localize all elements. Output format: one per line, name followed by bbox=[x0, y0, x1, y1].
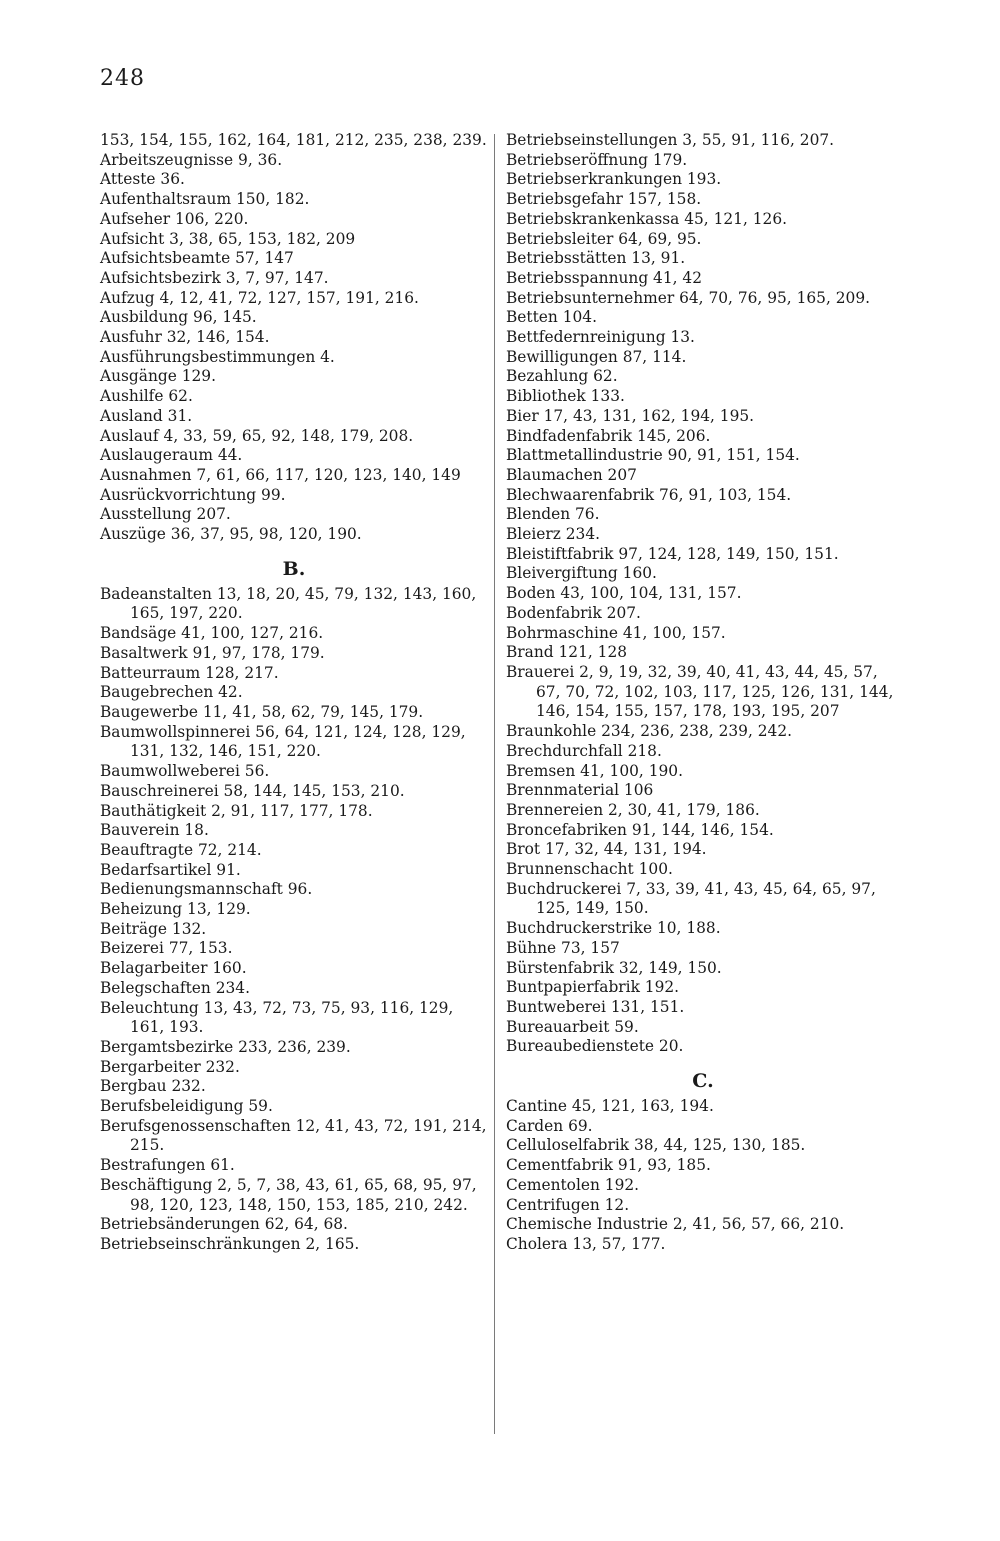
index-entry: Berufsbeleidigung 59. bbox=[100, 1097, 273, 1116]
index-entry: Beauftragte 72, 214. bbox=[100, 840, 262, 859]
index-entry: Ausbildung 96, 145. bbox=[100, 308, 257, 327]
index-entry: Bureaubedienstete 20. bbox=[506, 1037, 684, 1056]
index-entry: Cantine 45, 121, 163, 194. bbox=[506, 1097, 714, 1116]
index-entry: Bedarfsartikel 91. bbox=[100, 860, 241, 879]
section-letter-heading: C. bbox=[692, 1070, 714, 1093]
index-entry: Aufsicht 3, 38, 65, 153, 182, 209 bbox=[100, 229, 356, 248]
index-entry: Bestrafungen 61. bbox=[100, 1156, 235, 1175]
index-entry: Buchdruckerei 7, 33, 39, 41, 43, 45, 64, 65, 97, 125, 149, 150. bbox=[506, 879, 876, 918]
index-entry: Bewilligungen 87, 114. bbox=[506, 347, 687, 366]
index-entry: Bohrmaschine 41, 100, 157. bbox=[506, 623, 726, 642]
index-entry: Betriebserkrankungen 193. bbox=[506, 170, 722, 189]
index-entry: Belagarbeiter 160. bbox=[100, 959, 247, 978]
index-entry: Bibliothek 133. bbox=[506, 387, 625, 406]
index-entry: Bettfedernreinigung 13. bbox=[506, 328, 695, 347]
index-entry: 153, 154, 155, 162, 164, 181, 212, 235, 238, 239. bbox=[100, 131, 487, 149]
index-entry: Baugewerbe 11, 41, 58, 62, 79, 145, 179. bbox=[100, 702, 424, 721]
index-entry: Bergbau 232. bbox=[100, 1077, 206, 1096]
index-entry: Betriebsänderungen 62, 64, 68. bbox=[100, 1215, 348, 1234]
index-entry: Berufsgenossenschaften 12, 41, 43, 72, 191, 214, 215. bbox=[100, 1116, 487, 1155]
index-entry: Bleistiftfabrik 97, 124, 128, 149, 150, 151. bbox=[506, 544, 839, 563]
index-entry: Batteurraum 128, 217. bbox=[100, 663, 279, 682]
index-entry: Aufsichtsbezirk 3, 7, 97, 147. bbox=[100, 268, 329, 287]
index-entry: Aufenthaltsraum 150, 182. bbox=[100, 190, 310, 209]
index-entry: Betriebsunternehmer 64, 70, 76, 95, 165, 209. bbox=[506, 288, 871, 307]
index-entry: Bergarbeiter 232. bbox=[100, 1057, 240, 1076]
index-entry: Bedienungsmannschaft 96. bbox=[100, 880, 313, 899]
index-entry: Brunnenschacht 100. bbox=[506, 860, 673, 879]
index-entry: Blaumachen 207 bbox=[506, 465, 637, 484]
index-entry: Bauverein 18. bbox=[100, 821, 209, 840]
index-entry: Basaltwerk 91, 97, 178, 179. bbox=[100, 643, 325, 662]
index-entry: Blattmetallindustrie 90, 91, 151, 154. bbox=[506, 446, 800, 465]
index-entry: Bremsen 41, 100, 190. bbox=[506, 761, 683, 780]
index-entry: Braunkohle 234, 236, 238, 239, 242. bbox=[506, 722, 793, 741]
index-entry: Ausrückvorrichtung 99. bbox=[100, 485, 286, 504]
index-entry: Auslauf 4, 33, 59, 65, 92, 148, 179, 208. bbox=[100, 426, 414, 445]
index-entry: Aufseher 106, 220. bbox=[100, 209, 249, 228]
index-entry: Brand 121, 128 bbox=[506, 643, 628, 662]
index-entry: Baumwollweberei 56. bbox=[100, 762, 270, 781]
index-entry: Ausland 31. bbox=[100, 406, 193, 425]
index-column-right bbox=[506, 131, 900, 1255]
index-entry: Baugebrechen 42. bbox=[100, 683, 243, 702]
index-entry: Bier 17, 43, 131, 162, 194, 195. bbox=[506, 406, 755, 425]
index-entry: Brauerei 2, 9, 19, 32, 39, 40, 41, 43, 44, 45, 57, 67, 70, 72, 102, 103, 117, 125, 126, 131, 144, 146, 154, 155, 157, 178, 193, 195, 207 bbox=[506, 662, 894, 721]
index-entry: Aushilfe 62. bbox=[100, 387, 193, 406]
index-entry: Carden 69. bbox=[506, 1116, 593, 1135]
index-entry: Betriebskrankenkassa 45, 121, 126. bbox=[506, 209, 788, 228]
index-entry: Bürstenfabrik 32, 149, 150. bbox=[506, 958, 722, 977]
index-entry: Auszüge 36, 37, 95, 98, 120, 190. bbox=[100, 525, 362, 544]
index-entry: Celluloselfabrik 38, 44, 125, 130, 185. bbox=[506, 1136, 806, 1155]
index-entry: Atteste 36. bbox=[100, 170, 185, 189]
index-entry: Betriebsgefahr 157, 158. bbox=[506, 190, 702, 209]
index-entry: Beleuchtung 13, 43, 72, 73, 75, 93, 116, 129, 161, 193. bbox=[100, 998, 454, 1037]
index-entry: Aufzug 4, 12, 41, 72, 127, 157, 191, 216. bbox=[100, 288, 419, 307]
index-entry: Buchdruckerstrike 10, 188. bbox=[506, 919, 721, 938]
page-number: 248 bbox=[100, 66, 145, 91]
index-entry: Blenden 76. bbox=[506, 505, 600, 524]
index-entry: Betriebsleiter 64, 69, 95. bbox=[506, 229, 702, 248]
index-entry: Betriebseröffnung 179. bbox=[506, 150, 688, 169]
index-entry: Bezahlung 62. bbox=[506, 367, 618, 386]
index-entry: Bindfadenfabrik 145, 206. bbox=[506, 426, 711, 445]
index-entry: Betriebseinstellungen 3, 55, 91, 116, 207. bbox=[506, 131, 835, 149]
index-entry: Blechwaarenfabrik 76, 91, 103, 154. bbox=[506, 485, 792, 504]
index-entry: Bandsäge 41, 100, 127, 216. bbox=[100, 624, 324, 643]
section-letter-heading: B. bbox=[282, 557, 306, 580]
index-entry: Brot 17, 32, 44, 131, 194. bbox=[506, 840, 707, 859]
index-entry: Cholera 13, 57, 177. bbox=[506, 1234, 666, 1253]
index-entry: Auslaugeraum 44. bbox=[100, 446, 243, 465]
index-entry: Betriebseinschränkungen 2, 165. bbox=[100, 1234, 360, 1253]
index-entry: Betten 104. bbox=[506, 308, 597, 327]
index-entry: Beschäftigung 2, 5, 7, 38, 43, 61, 65, 68, 95, 97, 98, 120, 123, 148, 150, 153, 185, 210, 242. bbox=[100, 1175, 477, 1214]
column-divider bbox=[494, 134, 495, 1434]
index-entry: Brechdurchfall 218. bbox=[506, 741, 662, 760]
index-entry: Badeanstalten 13, 18, 20, 45, 79, 132, 143, 160, 165, 197, 220. bbox=[100, 584, 477, 623]
index-entry: Betriebsspannung 41, 42 bbox=[506, 268, 703, 287]
index-column-left bbox=[100, 131, 488, 1255]
index-entry: Chemische Industrie 2, 41, 56, 57, 66, 210. bbox=[506, 1215, 845, 1234]
index-entry: Bleierz 234. bbox=[506, 525, 600, 544]
index-entry: Betriebsstätten 13, 91. bbox=[506, 249, 686, 268]
index-entry: Bauthätigkeit 2, 91, 117, 177, 178. bbox=[100, 801, 373, 820]
index-entry: Aufsichtsbeamte 57, 147 bbox=[100, 249, 294, 268]
index-entry: Brennereien 2, 30, 41, 179, 186. bbox=[506, 800, 760, 819]
index-entry: Belegschaften 234. bbox=[100, 978, 250, 997]
index-entry: Ausfuhr 32, 146, 154. bbox=[100, 328, 270, 347]
index-entry: Bleivergiftung 160. bbox=[506, 564, 657, 583]
index-entry: Boden 43, 100, 104, 131, 157. bbox=[506, 584, 742, 603]
index-entry: Bauschreinerei 58, 144, 145, 153, 210. bbox=[100, 781, 405, 800]
index-entry: Beiträge 132. bbox=[100, 919, 207, 938]
index-entry: Brennmaterial 106 bbox=[506, 781, 654, 800]
index-entry: Buntpapierfabrik 192. bbox=[506, 978, 680, 997]
index-entry: Beheizung 13, 129. bbox=[100, 900, 251, 919]
index-entry: Ausführungsbestimmungen 4. bbox=[100, 347, 335, 366]
index-entry: Bergamtsbezirke 233, 236, 239. bbox=[100, 1037, 351, 1056]
index-entry: Ausgänge 129. bbox=[100, 367, 216, 386]
index-entry: Ausnahmen 7, 61, 66, 117, 120, 123, 140, 149 bbox=[100, 465, 461, 484]
index-entry: Arbeitszeugnisse 9, 36. bbox=[100, 150, 283, 169]
index-entry: Cementfabrik 91, 93, 185. bbox=[506, 1156, 711, 1175]
index-entry: Cementolen 192. bbox=[506, 1175, 640, 1194]
index-entry: Bodenfabrik 207. bbox=[506, 603, 641, 622]
index-entry: Beizerei 77, 153. bbox=[100, 939, 233, 958]
index-entry: Baumwollspinnerei 56, 64, 121, 124, 128, 129, 131, 132, 146, 151, 220. bbox=[100, 722, 466, 761]
index-entry: Centrifugen 12. bbox=[506, 1195, 630, 1214]
index-entry: Bureauarbeit 59. bbox=[506, 1017, 639, 1036]
index-entry: Ausstellung 207. bbox=[100, 505, 231, 524]
index-entry: Broncefabriken 91, 144, 146, 154. bbox=[506, 820, 774, 839]
index-entry: Bühne 73, 157 bbox=[506, 938, 620, 957]
index-entry: Buntweberei 131, 151. bbox=[506, 997, 685, 1016]
